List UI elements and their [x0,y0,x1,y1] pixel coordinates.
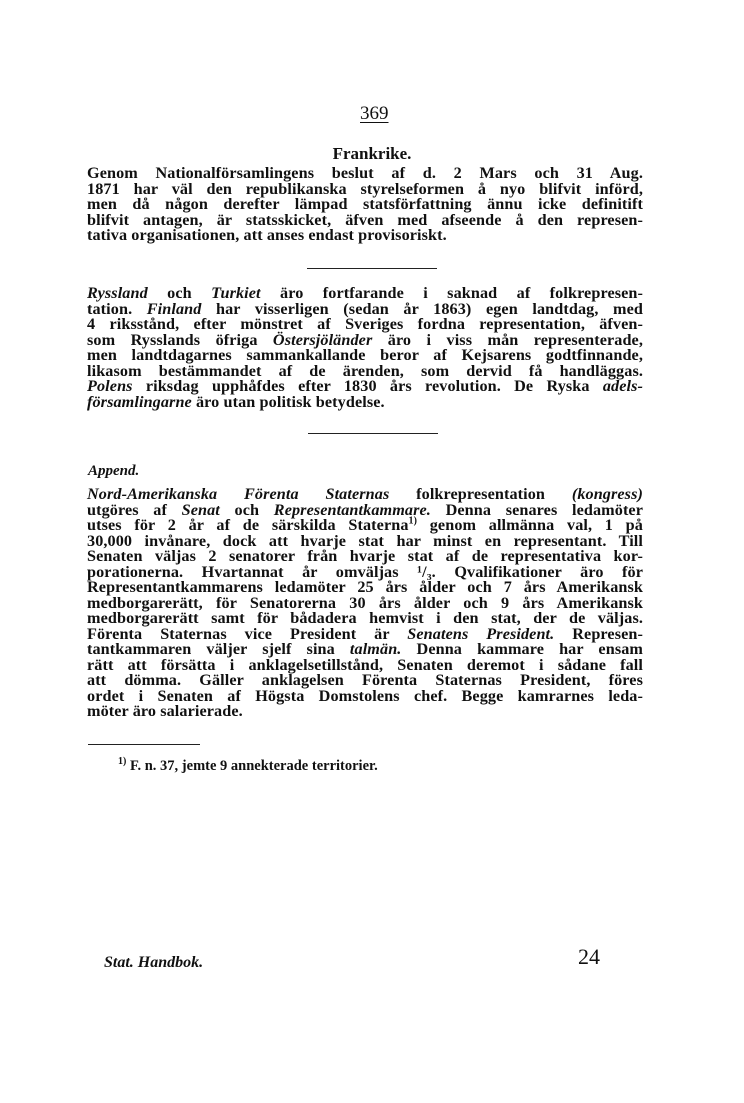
text-run: tantkammaren väljer sjelf sina [87,640,350,658]
italic-term: församlingarne [87,392,192,411]
italic-term: Representantkammare. [273,500,431,519]
text-run: tation. [87,299,147,318]
paragraph-append [87,487,643,720]
text-run: riksdag upphåfdes efter 1830 års revolution. De Ryska [132,377,603,395]
italic-term: adels- [602,377,643,395]
text-line [87,392,643,411]
text-line: 1871 har väl den republikanska styrelseformen å nyo blifvit införd, [87,179,643,198]
footnote-divider [88,744,200,745]
text-run: äro fortfarande i saknad af folkrepresen- [260,284,644,302]
sheet-number: 24 [578,944,600,969]
text-run: och [219,500,274,519]
italic-term: Senatens President. [407,624,555,643]
text-line: blifvit antagen, är statsskicket, äfven med afseende å den represen- [87,210,643,229]
text-line: medborgarerätt samt för bådadera hemvist i den stat, der de väljas. [87,609,643,627]
italic-term: Finland [146,299,202,318]
text-line: att dömma. Gäller anklagelsen Förenta Staternas President, föres [87,671,643,689]
divider [307,268,437,269]
divider [308,433,438,434]
text-line: medborgarerätt, för Senatorerna 30 års ålder och 9 års Amerikansk [87,593,643,612]
italic-term: Polens [87,377,133,395]
footer-signature: Stat. Handbok. [104,954,204,971]
text-line: Senaten väljas 2 senatorer från hvarje stat af de representativa kor- [87,547,643,565]
text-line: men då någon derefter lämpad statsförfattning ännu icke definitift [87,195,643,213]
footnote-mark: 1) [118,756,127,768]
text-line: möter äro salarierade. [87,702,243,720]
footnote-marker: 1) [408,515,418,527]
paragraph-ryssland [87,286,643,410]
italic-term: talmän. [349,640,402,658]
text-line: likasom bestämmandet af de ärenden, som dervid få handläggas. [87,361,643,380]
footnote-text: F. n. 37, jemte 9 annekterade territorier. [126,758,378,774]
italic-term: (kongress) [571,485,643,503]
text-line: ordet i Senaten af Högsta Domstolens chef. Begge kamrarnes leda- [87,686,643,705]
italic-term: Turkiet [211,284,261,302]
text-run: som Rysslands öfriga [87,330,273,349]
text-line: Genom Nationalförsamlingens beslut af d. 2 Mars och 31 Aug. [87,164,643,182]
append-label: Append. [88,463,140,479]
italic-term: Nord-Amerikanska Förenta Staternas [87,485,390,503]
footnote [118,758,378,775]
text-line: men landtdagarnes sammankallande beror af Kejsarens godtfinnande, [87,346,643,364]
text-run: äro i viss mån representerade, [372,330,643,349]
page-number: 369 [360,103,389,124]
text-line: tativa organisationen, att anses endast provisoriskt. [87,226,447,244]
italic-term: Senat [181,500,220,519]
text-run: äro utan politisk betydelse. [191,392,385,411]
paragraph-frankrike [87,166,643,244]
text-run: Förenta Staternas vice President är [87,624,408,643]
text-run: . Qvalifikationer äro för [431,562,643,581]
italic-term: Östersjöländer [272,330,373,349]
section-heading: Frankrike. [332,144,412,163]
italic-term: Ryssland [87,284,148,302]
text-run: har visserligen (sedan år 1863) egen landtdag, med [201,299,643,318]
fraction: ¹/₃ [417,562,432,581]
text-run: Denna senares ledamöter [430,500,644,519]
text-run: Denna kammare har ensam [401,640,643,658]
text-line: rätt att försätta i anklagelsetillstånd, Senaten deremot i sådane fall [87,655,643,674]
text-line: 30,000 invånare, dock att hvarje stat har minst en representant. Till [87,531,643,550]
text-run: folkrepresentation [389,485,572,503]
text-run: och [147,284,212,302]
text-run: genom allmänna val, 1 på [417,516,643,534]
text-run: porationerna. Hvartannat år omväljas [87,562,418,581]
text-line: Representantkammarens ledamöter 25 års ålder och 7 års Amerikansk [87,578,643,596]
text-run: utgöres af [87,500,182,519]
text-run: utses för 2 år af de särskilda Staterna [87,516,409,534]
text-run: Represen- [554,624,643,643]
text-line: 4 riksstånd, efter mönstret af Sveriges fordna representation, äfven- [87,315,643,333]
